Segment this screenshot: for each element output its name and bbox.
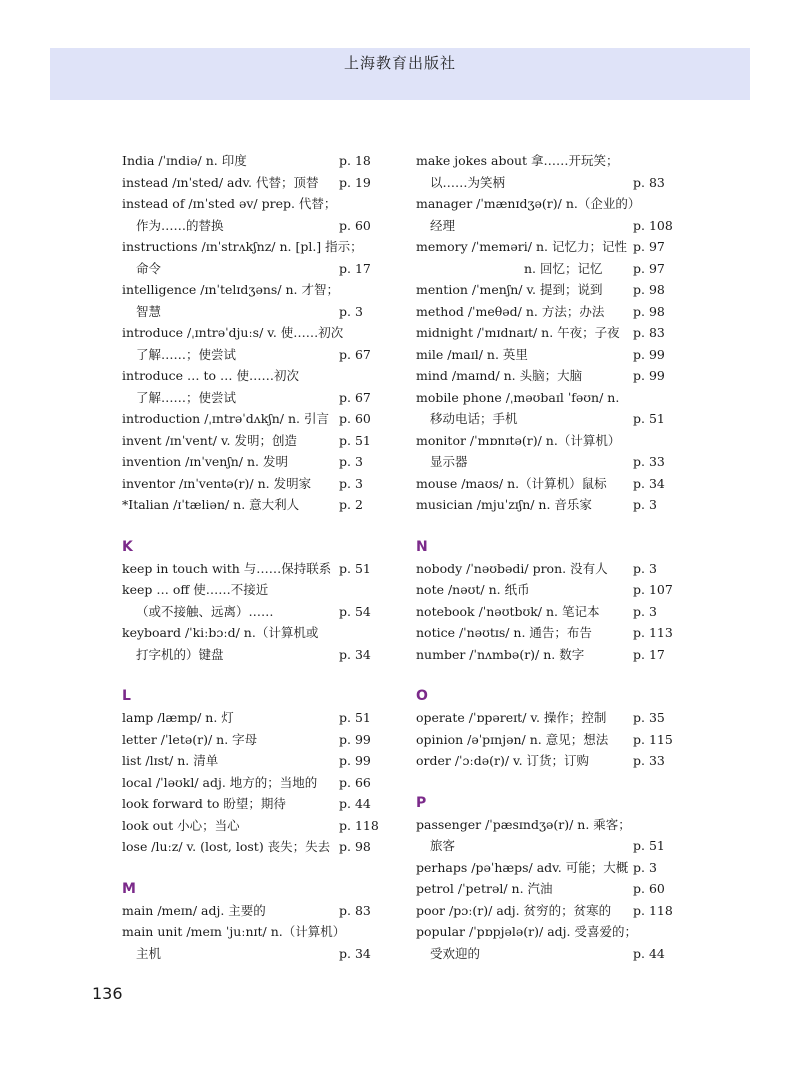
entry-text: instead of /ɪnˈsted əv/ prep. 代替； xyxy=(122,196,337,211)
glossary-entry-line xyxy=(416,943,674,965)
glossary-entry-line xyxy=(416,172,674,194)
glossary-entry-line xyxy=(122,900,380,922)
entry-page-ref: p. 33 xyxy=(633,753,665,768)
section-gap xyxy=(416,516,674,536)
entry-page-ref: p. 83 xyxy=(633,325,665,340)
glossary-entry-line xyxy=(122,943,380,965)
publisher-title: 上海教育出版社 xyxy=(343,54,456,72)
glossary-entry-line xyxy=(416,814,674,836)
entry-page-ref: p. 98 xyxy=(339,839,371,854)
entry-page-ref: p. 3 xyxy=(633,560,657,576)
glossary-entry-line xyxy=(416,451,674,473)
section-gap xyxy=(122,516,380,536)
glossary-entry-line xyxy=(122,279,380,301)
entry-text: opinion /əˈpɪnjən/ n. 意见；想法 xyxy=(416,731,609,747)
entry-text: mouse /maʊs/ n.（计算机）鼠标 xyxy=(416,475,607,491)
entry-text: 命令 xyxy=(136,260,162,276)
glossary-entry-line xyxy=(416,921,674,943)
entry-page-ref: p. 19 xyxy=(339,174,371,190)
entry-page-ref: p. 66 xyxy=(339,774,371,790)
entry-page-ref: p. 33 xyxy=(633,454,665,469)
entry-page-ref: p. 18 xyxy=(339,153,371,168)
entry-page-ref: p. 67 xyxy=(339,346,371,362)
entry-page-ref: p. 97 xyxy=(633,239,665,254)
entry-text: introduction /ˌɪntrəˈdʌkʃn/ n. 引言 xyxy=(122,411,329,426)
page-header xyxy=(50,48,750,100)
entry-page-ref: p. 51 xyxy=(339,432,371,448)
entry-page-ref: p. 54 xyxy=(339,603,371,619)
glossary-entry-line xyxy=(416,900,674,922)
entry-text: poor /pɔː(r)/ adj. 贫穷的；贫寒的 xyxy=(416,902,612,918)
page-number: 136 xyxy=(92,984,123,1003)
entry-text: petrol /ˈpetrəl/ n. 汽油 xyxy=(416,881,553,896)
glossary-entry-line xyxy=(416,707,674,729)
entry-text: midnight /ˈmɪdnaɪt/ n. 午夜；子夜 xyxy=(416,325,620,340)
glossary-entry-line xyxy=(416,150,674,172)
entry-text: keep in touch with 与……保持联系 xyxy=(122,560,332,576)
entry-page-ref: p. 3 xyxy=(633,859,657,875)
glossary-entry-line xyxy=(122,622,380,644)
glossary-entry-line xyxy=(122,408,380,430)
glossary-entry-line xyxy=(416,365,674,387)
entry-page-ref: p. 51 xyxy=(339,710,371,725)
entry-text: n. 回忆；记忆 xyxy=(524,260,603,276)
entry-page-ref: p. 115 xyxy=(633,731,673,747)
entry-page-ref: p. 3 xyxy=(339,303,363,319)
entry-text: 作为……的替换 xyxy=(136,217,224,233)
entry-text: invent /ɪnˈvent/ v. 发明；创造 xyxy=(122,432,297,448)
glossary-entry-line xyxy=(416,835,674,857)
entry-text: 智慧 xyxy=(136,303,162,319)
entry-text: nobody /ˈnəʊbədi/ pron. 没有人 xyxy=(416,560,608,576)
entry-page-ref: p. 17 xyxy=(339,260,371,276)
entry-page-ref: p. 3 xyxy=(633,497,657,512)
glossary-entry-line xyxy=(122,430,380,452)
entry-text: order /ˈɔːdə(r)/ v. 订货；订购 xyxy=(416,753,590,768)
entry-page-ref: p. 3 xyxy=(633,603,657,619)
entry-page-ref: p. 118 xyxy=(633,902,673,918)
entry-text: look forward to 盼望；期待 xyxy=(122,796,286,811)
section-letter: P xyxy=(416,794,427,811)
entry-text: instead /ɪnˈsted/ adv. 代替；顶替 xyxy=(122,174,319,190)
glossary-entry-line xyxy=(416,193,674,215)
entry-text: keyboard /ˈkiːbɔːd/ n.（计算机或 xyxy=(122,625,319,640)
entry-text: 以……为笑柄 xyxy=(430,174,506,190)
entry-text: notebook /ˈnəʊtbʊk/ n. 笔记本 xyxy=(416,603,600,619)
glossary-entry-line xyxy=(416,473,674,495)
entry-page-ref: p. 108 xyxy=(633,217,673,233)
glossary-entry-line xyxy=(416,430,674,452)
entry-text: number /ˈnʌmbə(r)/ n. 数字 xyxy=(416,646,585,662)
glossary-entry-line xyxy=(416,622,674,644)
glossary-entry-line xyxy=(122,236,380,258)
entry-text: passenger /ˈpæsɪndʒə(r)/ n. 乘客； xyxy=(416,816,631,832)
glossary-entry-line xyxy=(122,172,380,194)
entry-text: mobile phone /ˌməʊbaɪl ˈfəʊn/ n. xyxy=(416,389,620,405)
glossary-entry-line xyxy=(122,451,380,473)
entry-page-ref: p. 67 xyxy=(339,389,371,405)
entry-page-ref: p. 51 xyxy=(339,560,371,576)
glossary-entry-line xyxy=(122,558,380,580)
entry-text: keep … off 使……不接近 xyxy=(122,582,269,597)
glossary-entry-line xyxy=(122,150,380,172)
glossary-entry-line xyxy=(416,279,674,301)
entry-text: lose /luːz/ v. (lost, lost) 丧失；失去 xyxy=(122,839,331,854)
entry-text: letter /ˈletə(r)/ n. 字母 xyxy=(122,731,258,747)
entry-page-ref: p. 97 xyxy=(633,260,665,276)
glossary-entry-line xyxy=(122,193,380,215)
glossary-entry-line xyxy=(416,558,674,580)
glossary-entry-line xyxy=(122,344,380,366)
entry-text: lamp /læmp/ n. 灯 xyxy=(122,710,234,725)
glossary-entry-line xyxy=(122,644,380,666)
entry-text: mind /maɪnd/ n. 头脑；大脑 xyxy=(416,368,583,383)
entry-text: musician /mjuˈzɪʃn/ n. 音乐家 xyxy=(416,497,592,512)
entry-text: 受欢迎的 xyxy=(430,945,481,961)
glossary-entry-line xyxy=(122,815,380,837)
entry-page-ref: p. 2 xyxy=(339,497,363,512)
glossary-entry-line xyxy=(122,579,380,601)
glossary-entry-line xyxy=(122,793,380,815)
glossary-entry-line xyxy=(122,301,380,323)
glossary-entry-line xyxy=(122,258,380,280)
entry-text: make jokes about 拿……开玩笑； xyxy=(416,153,619,168)
entry-text: main unit /meɪn ˈjuːnɪt/ n.（计算机） xyxy=(122,924,346,939)
entry-text: 了解……；使尝试 xyxy=(136,346,237,362)
glossary-entry-line xyxy=(122,322,380,344)
entry-text: 显示器 xyxy=(430,454,468,469)
entry-text: popular /ˈpɒpjələ(r)/ adj. 受喜爱的； xyxy=(416,924,637,939)
glossary-entry-line xyxy=(122,387,380,409)
section-gap xyxy=(122,665,380,685)
entry-page-ref: p. 35 xyxy=(633,710,665,725)
entry-text: 了解……；使尝试 xyxy=(136,389,237,405)
entry-text: introduce /ˌɪntrəˈdjuːs/ v. 使……初次 xyxy=(122,325,344,340)
entry-text: list /lɪst/ n. 清单 xyxy=(122,753,219,768)
entry-page-ref: p. 60 xyxy=(339,411,371,426)
entry-text: invention /ɪnˈvenʃn/ n. 发明 xyxy=(122,454,288,469)
glossary-entry-line xyxy=(122,494,380,516)
entry-page-ref: p. 60 xyxy=(339,217,371,233)
entry-text: inventor /ɪnˈventə(r)/ n. 发明家 xyxy=(122,475,312,491)
glossary-entry-line xyxy=(122,729,380,751)
glossary-column-right xyxy=(416,150,674,964)
section-gap xyxy=(416,665,674,685)
glossary-entry-line xyxy=(416,579,674,601)
entry-page-ref: p. 17 xyxy=(633,646,665,662)
glossary-entry-line xyxy=(122,707,380,729)
entry-page-ref: p. 113 xyxy=(633,625,673,640)
entry-page-ref: p. 118 xyxy=(339,817,379,833)
entry-page-ref: p. 51 xyxy=(633,838,665,853)
entry-text: monitor /ˈmɒnɪtə(r)/ n.（计算机） xyxy=(416,432,621,448)
entry-page-ref: p. 34 xyxy=(339,646,371,662)
entry-text: perhaps /pəˈhæps/ adv. 可能；大概 xyxy=(416,859,629,875)
section-letter: M xyxy=(122,880,136,897)
section-letter: L xyxy=(122,688,131,704)
glossary-entry-line xyxy=(416,729,674,751)
glossary-entry-line xyxy=(416,750,674,772)
entry-text: intelligence /ɪnˈtelɪdʒəns/ n. 才智； xyxy=(122,282,339,297)
entry-page-ref: p. 60 xyxy=(633,881,665,896)
glossary-entry-line xyxy=(122,215,380,237)
glossary-entry-line xyxy=(416,408,674,430)
entry-page-ref: p. 99 xyxy=(339,731,371,747)
entry-page-ref: p. 3 xyxy=(339,475,363,491)
entry-page-ref: p. 98 xyxy=(633,303,665,319)
glossary-entry-line xyxy=(416,236,674,258)
entry-text: note /nəʊt/ n. 纸币 xyxy=(416,582,530,597)
glossary-entry-line xyxy=(122,836,380,858)
section-gap xyxy=(122,858,380,878)
glossary-entry-line xyxy=(416,215,674,237)
entry-text: operate /ˈɒpəreɪt/ v. 操作；控制 xyxy=(416,710,607,725)
entry-page-ref: p. 83 xyxy=(633,174,665,190)
entry-text: mention /ˈmenʃn/ v. 提到；说到 xyxy=(416,282,603,297)
entry-text: method /ˈmeθəd/ n. 方法；办法 xyxy=(416,303,605,319)
entry-text: instructions /ɪnˈstrʌkʃnz/ n. [pl.] 指示； xyxy=(122,239,363,254)
entry-text: India /ˈɪndiə/ n. 印度 xyxy=(122,153,247,168)
entry-page-ref: p. 34 xyxy=(633,475,665,491)
glossary-entry-line xyxy=(122,772,380,794)
glossary-entry-line xyxy=(416,601,674,623)
entry-page-ref: p. 99 xyxy=(339,753,371,768)
glossary-entry-line xyxy=(416,878,674,900)
entry-page-ref: p. 98 xyxy=(633,282,665,297)
glossary-entry-line xyxy=(416,387,674,409)
glossary-column-left xyxy=(122,150,380,964)
glossary-entry-line xyxy=(122,601,380,623)
glossary-entry-line xyxy=(122,750,380,772)
section-letter: K xyxy=(122,538,133,555)
glossary-entry-line xyxy=(122,365,380,387)
entry-text: mile /maɪl/ n. 英里 xyxy=(416,346,528,362)
entry-text: 主机 xyxy=(136,945,162,961)
entry-page-ref: p. 34 xyxy=(339,945,371,961)
glossary-entry-line xyxy=(416,344,674,366)
section-letter: O xyxy=(416,688,428,704)
entry-text: memory /ˈmeməri/ n. 记忆力；记性 xyxy=(416,239,627,254)
entry-page-ref: p. 44 xyxy=(339,796,371,811)
entry-page-ref: p. 99 xyxy=(633,368,665,383)
entry-text: （或不接触、远离）…… xyxy=(136,603,274,619)
entry-text: introduce … to … 使……初次 xyxy=(122,368,299,383)
entry-page-ref: p. 3 xyxy=(339,454,363,469)
glossary-entry-line xyxy=(122,473,380,495)
entry-text: 旅客 xyxy=(430,838,456,853)
glossary-entry-line xyxy=(416,258,674,280)
glossary-entry-line xyxy=(416,857,674,879)
glossary-entry-line xyxy=(416,322,674,344)
section-gap xyxy=(416,772,674,792)
entry-text: look out 小心；当心 xyxy=(122,817,240,833)
entry-page-ref: p. 83 xyxy=(339,902,371,918)
glossary-entry-line xyxy=(416,644,674,666)
glossary-entry-line xyxy=(122,921,380,943)
entry-text: 打字机的）键盘 xyxy=(136,646,224,662)
entry-text: notice /ˈnəʊtɪs/ n. 通告；布告 xyxy=(416,625,592,640)
entry-text: *Italian /ɪˈtæliən/ n. 意大利人 xyxy=(122,497,300,512)
entry-text: 经理 xyxy=(430,217,456,233)
entry-page-ref: p. 51 xyxy=(633,411,665,426)
glossary-entry-line xyxy=(416,301,674,323)
glossary-entry-line xyxy=(416,494,674,516)
entry-page-ref: p. 44 xyxy=(633,945,665,961)
entry-page-ref: p. 99 xyxy=(633,346,665,362)
entry-text: main /meɪn/ adj. 主要的 xyxy=(122,902,266,918)
entry-text: manager /ˈmænɪdʒə(r)/ n.（企业的） xyxy=(416,196,641,211)
entry-text: 移动电话；手机 xyxy=(430,411,518,426)
entry-page-ref: p. 107 xyxy=(633,582,673,597)
section-letter: N xyxy=(416,538,428,555)
entry-text: local /ˈləʊkl/ adj. 地方的；当地的 xyxy=(122,774,318,790)
